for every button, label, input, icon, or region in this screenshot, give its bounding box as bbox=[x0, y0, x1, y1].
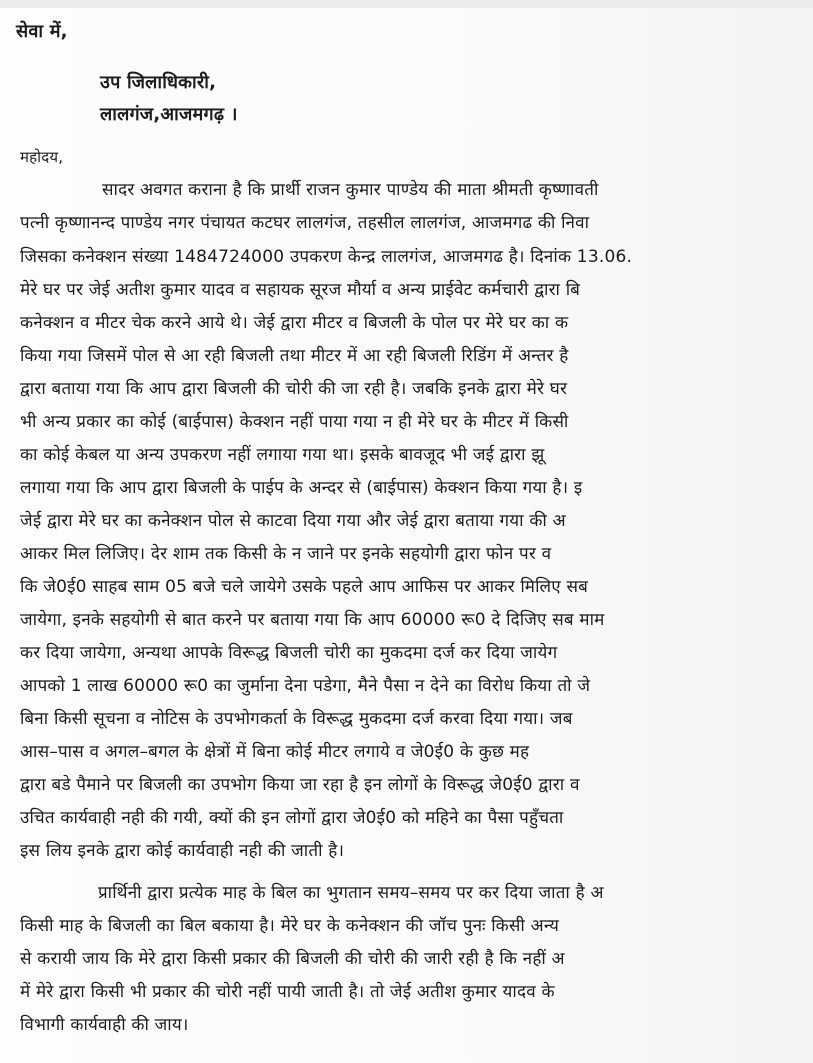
paragraph-line: विभागी कार्यवाही की जाय। bbox=[20, 1015, 189, 1035]
paragraph-line: कर दिया जायेगा, अन्यथा आपके विरूद्ध बिजली चोरी का मुकदमा दर्ज कर दिया जायेग bbox=[20, 643, 558, 663]
paragraph-line: कि जे0ई0 साहब साम 05 बजे चले जायेगे उसके पहले आप आफिस पर आकर मिलिए सब bbox=[20, 577, 589, 597]
paragraph-line: से करायी जाय कि मेरे द्वारा किसी प्रकार की बिजली की चोरी की जारी रही है कि नहीं अ bbox=[20, 949, 565, 969]
greeting: महोदय, bbox=[20, 148, 64, 166]
paragraph-line: द्वारा बताया गया कि आप द्वारा बिजली की चोरी की जा रही है। जबकि इनके द्वारा मेरे घर bbox=[20, 379, 568, 399]
paragraph-line: लगाया गया कि आप द्वारा बिजली के पाईप के अन्दर से (बाईपास) केक्शन किया गया है। इ bbox=[20, 478, 583, 498]
paragraph-line: जायेगा, इनके सहयोगी से बात करने पर बताया गया कि आप 60000 रू0 दे दिजिए सब माम bbox=[20, 610, 605, 630]
paragraph-line: सादर अवगत कराना है कि प्रार्थी राजन कुमार पाण्डेय की माता श्रीमती कृष्णावती bbox=[102, 180, 599, 200]
paragraph-line: पत्नी कृष्णानन्द पाण्डेय नगर पंचायत कटघर लालगंज, तहसील लालगंज, आजमगढ की निवा bbox=[20, 213, 590, 233]
paragraph-line: किसी माह के बिजली का बिल बकाया है। मेरे घर के कनेक्शन की जॉच पुनः किसी अन्य bbox=[20, 916, 560, 936]
paragraph-line: जेई द्वारा मेरे घर का कनेक्शन पोल से काटवा दिया गया और जेई द्वारा बताया गया की अ bbox=[20, 511, 566, 531]
paragraph-line: आस–पास व अगल–बगल के क्षेत्रों में बिना कोई मीटर लगाये व जे0ई0 के कुछ मह bbox=[20, 742, 530, 762]
paragraph-line: में मेरे द्वारा किसी भी प्रकार की चोरी नहीं पायी जाती है। तो जेई अतीश कुमार यादव के bbox=[20, 982, 555, 1002]
paragraph-line: भी अन्य प्रकार का कोई (बाईपास) केक्शन नहीं पाया गया न ही मेरे घर के मीटर में किसी bbox=[20, 412, 569, 432]
paragraph-line: आपको 1 लाख 60000 रू0 का जुर्माना देना पडेगा, मैने पैसा न देने का विरोध किया तो जे bbox=[20, 676, 591, 696]
paragraph-line: किया गया जिसमें पोल से आ रही बिजली तथा मीटर में आ रही बिजली रिडिंग में अन्तर है bbox=[20, 346, 569, 366]
paragraph-line: बिना किसी सूचना व नोटिस के उपभोगकर्ता के विरूद्ध मुकदमा दर्ज करवा दिया गया। जब bbox=[20, 709, 573, 729]
paragraph-line: द्वारा बडे पैमाने पर बिजली का उपभोग किया जा रहा है इन लोगों के विरूद्ध जे0ई0 द्वारा व bbox=[20, 775, 580, 795]
paragraph-line: उचित कार्यवाही नही की गयी, क्यों की इन लोगों द्वारा जे0ई0 को महिने का पैसा पहुँचता bbox=[20, 808, 564, 828]
paragraph-line: प्रार्थिनी द्वारा प्रत्येक माह के बिल का भुगतान समय–समय पर कर दिया जाता है अ bbox=[98, 883, 604, 903]
paragraph-line: कनेक्शन व मीटर चेक करने आये थे। जेई द्वारा मीटर व बिजली के पोल पर मेरे घर का क bbox=[20, 313, 569, 333]
addressee-location: लालगंज,आजमगढ़ । bbox=[100, 104, 238, 125]
paragraph-line: आकर मिल लिजिए। देर शाम तक किसी के न जाने पर इनके सहयोगी द्वारा फोन पर व bbox=[20, 544, 552, 564]
paragraph-line: मेरे घर पर जेई अतीश कुमार यादव व सहायक सूरज मौर्या व अन्य प्राईवेट कर्मचारी द्वारा बि bbox=[20, 280, 581, 300]
paragraph-line: इस लिय इनके द्वारा कोई कार्यवाही नही की जाती है। bbox=[20, 841, 345, 861]
salutation: सेवा में, bbox=[16, 21, 68, 42]
page-top-edge bbox=[0, 0, 813, 8]
addressee-designation: उप जिलाधिकारी, bbox=[100, 72, 217, 93]
paragraph-line: जिसका कनेक्शन संख्या 1484724000 उपकरण केन्द्र लालगंज, आजमगढ है। दिनांक 13.06. bbox=[20, 247, 633, 267]
paragraph-line: का कोई केबल या अन्य उपकरण नहीं लगाया गया था। इसके बावजूद भी जई द्वारा झू bbox=[20, 445, 545, 465]
